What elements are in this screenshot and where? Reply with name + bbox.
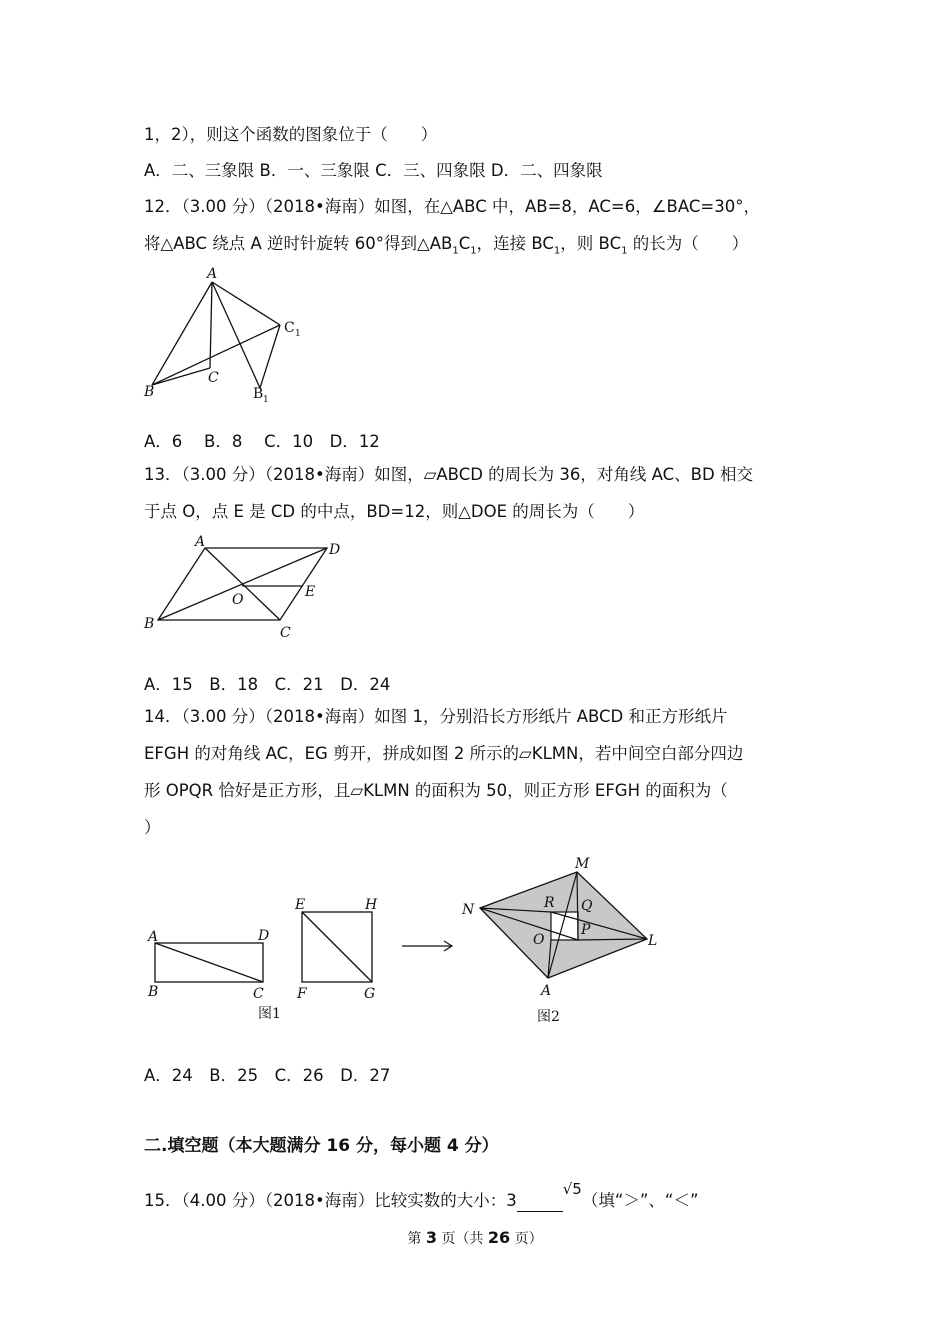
- question-14-text: 14．（3.00 分）（2018•海南）如图 1，分别沿长方形纸片 ABCD 和正方形纸片: [144, 707, 728, 726]
- label-M: M: [575, 856, 590, 872]
- label-E: E: [305, 584, 316, 600]
- label-O: O: [232, 592, 244, 608]
- question-13-options: A．15 B．18 C．21 D．24: [144, 675, 391, 694]
- label-E: E: [295, 897, 306, 913]
- question-12-text: 12．（3.00 分）（2018•海南）如图，在△ABC 中，AB=8，AC=6，∠BAC=30°，: [144, 197, 760, 216]
- label-D: D: [329, 542, 341, 558]
- label-A: A: [207, 266, 218, 282]
- label-B: B: [144, 384, 155, 400]
- caption-figure-2: 图2: [537, 1009, 560, 1025]
- section-heading: 二.填空题（本大题满分 16 分，每小题 4 分）: [144, 1136, 499, 1156]
- label-Q: Q: [581, 898, 593, 914]
- question-12-text-2: 将△ABC 绕点 A 逆时针旋转 60°得到$\triangle AB_1C_1$，连接 $BC_1$，则 $BC_1$ 的长为（ ）: [144, 234, 749, 257]
- figure-q12: [140, 262, 320, 407]
- label-B1-sub: 1: [263, 395, 269, 405]
- label-B: B: [148, 984, 159, 1000]
- question-14-text-4: ）: [144, 818, 161, 837]
- figure-q14: [140, 850, 680, 1030]
- label-A2: A: [541, 983, 552, 999]
- label-C1: C: [284, 320, 295, 336]
- label-C: C: [280, 625, 291, 641]
- label-R: R: [544, 895, 555, 911]
- label-A: A: [148, 929, 159, 945]
- answer-blank: [517, 1195, 563, 1212]
- caption-figure-1: 图1: [258, 1006, 281, 1022]
- question-12-options: A．6 B．8 C．10 D．12: [144, 432, 380, 451]
- label-G: G: [364, 986, 376, 1002]
- label-C1-sub: 1: [295, 329, 301, 339]
- question-11-options: A．二、三象限 B．一、三象限 C．三、四象限 D．二、四象限: [144, 161, 603, 180]
- question-13-text-2: 于点 O，点 E 是 CD 的中点，BD=12，则△DOE 的周长为（ ）: [144, 502, 645, 521]
- question-15-text: 15．（4.00 分）（2018•海南）比较实数的大小：3√5（填“＞”、“＜”: [144, 1180, 699, 1210]
- text-line: 1，2），则这个函数的图象位于（ ）: [144, 125, 438, 144]
- label-L: L: [648, 933, 658, 949]
- question-14-text-3: 形 OPQR 恰好是正方形，且▱KLMN 的面积为 50，则正方形 EFGH 的面积为（: [144, 781, 728, 800]
- question-13-text: 13．（3.00 分）（2018•海南）如图，▱ABCD 的周长为 36，对角线 AC、BD 相交: [144, 465, 753, 484]
- label-C: C: [208, 370, 219, 386]
- figure-q13: [140, 530, 350, 645]
- label-B: B: [144, 616, 155, 632]
- question-14-text-2: EFGH 的对角线 AC，EG 剪开，拼成如图 2 所示的▱KLMN，若中间空白部分四边: [144, 744, 744, 763]
- label-B1: B: [253, 386, 264, 402]
- question-14-options: A．24 B．25 C．26 D．27: [144, 1066, 391, 1085]
- label-F: F: [297, 986, 307, 1002]
- label-A: A: [195, 534, 206, 550]
- label-N: N: [462, 902, 475, 918]
- label-D: D: [258, 928, 270, 944]
- label-H: H: [365, 897, 378, 913]
- page-footer: 第 3 页（共 26 页）: [407, 1228, 543, 1247]
- label-P: P: [581, 922, 591, 938]
- sqrt-5: √5: [562, 1180, 582, 1198]
- label-O: O: [533, 932, 545, 948]
- label-C: C: [253, 986, 264, 1002]
